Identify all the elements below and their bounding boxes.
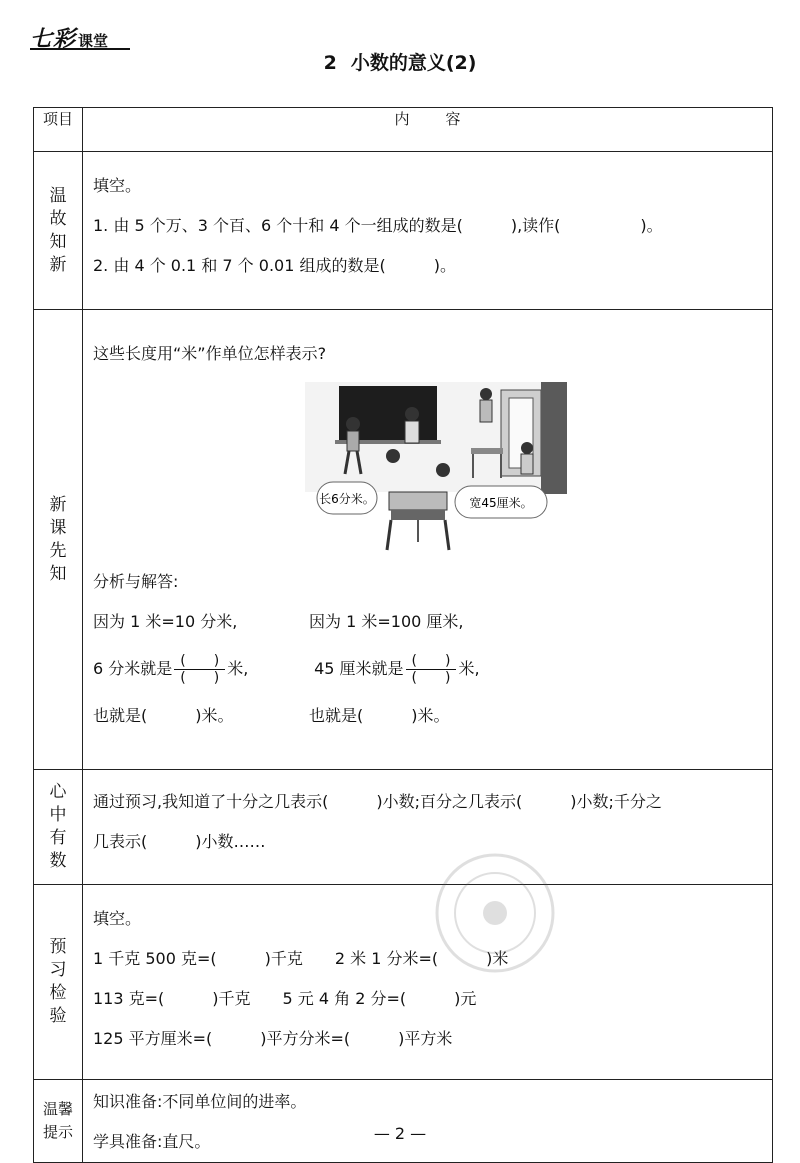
page-number: — 2 — xyxy=(373,1124,427,1143)
summary-line-1: 通过预习,我知道了十分之几表示( )小数;百分之几表示( )小数;千分之 xyxy=(93,792,662,811)
section-review xyxy=(34,152,773,310)
section-label: 新课先知 xyxy=(49,494,67,584)
check-line-3: 125 平方厘米=( )平方分米=( )平方米 xyxy=(93,1029,453,1048)
section-preview-check xyxy=(34,885,773,1080)
section-label: 温馨提示 xyxy=(42,1100,73,1141)
because-centimeter: 因为 1 米=100 厘米, xyxy=(309,612,464,631)
frac-left-suffix: 米, xyxy=(227,659,249,678)
page-title xyxy=(0,48,800,75)
classroom-illustration xyxy=(305,382,567,552)
brand-logo-text: 七彩 xyxy=(30,26,77,52)
section-label: 心中有数 xyxy=(49,782,67,871)
lesson-number: 2 xyxy=(323,52,337,74)
worksheet-table xyxy=(33,107,773,1163)
frac-right-prefix: 45 厘米就是 xyxy=(314,659,404,678)
watermark-seal xyxy=(430,848,560,978)
fraction-blank-left: $\frac{( )}{( )}$ xyxy=(174,653,225,686)
brand-logo-sub: 课堂 xyxy=(78,32,109,50)
also-right: 也就是( )米。 xyxy=(309,706,450,725)
new-lesson-question: 这些长度用“米”作单位怎样表示? xyxy=(93,344,327,363)
summary-line-2: 几表示( )小数…… xyxy=(93,832,266,851)
lesson-title: 小数的意义(2) xyxy=(350,52,477,74)
table-header-row xyxy=(34,108,773,152)
analysis-title: 分析与解答: xyxy=(93,572,179,591)
section-summary xyxy=(34,770,773,885)
tip-line-2: 学具准备:直尺。 xyxy=(93,1132,211,1151)
header-item: 项目 xyxy=(34,108,83,152)
bubble-width: 宽45厘米。 xyxy=(469,496,533,510)
check-instruction: 填空。 xyxy=(93,909,142,928)
section-new-lesson xyxy=(34,310,773,770)
fraction-blank-right: $\frac{( )}{( )}$ xyxy=(406,653,457,686)
check-line-1: 1 千克 500 克=( )千克 2 米 1 分米=( )米 xyxy=(93,949,509,968)
section-label: 温故知新 xyxy=(49,185,67,275)
review-instruction: 填空。 xyxy=(93,176,142,195)
section-tips xyxy=(34,1080,773,1163)
section-label: 预习检验 xyxy=(49,937,67,1026)
frac-right-suffix: 米, xyxy=(458,659,480,678)
frac-left-prefix: 6 分米就是 xyxy=(93,659,173,678)
tip-line-1: 知识准备:不同单位间的进率。 xyxy=(93,1092,307,1111)
header-content: 内容 xyxy=(83,108,773,152)
review-question-1: 1. 由 5 个万、3 个百、6 个十和 4 个一组成的数是( ),读作( )。 xyxy=(93,216,663,235)
bubble-length: 长6分米。 xyxy=(319,492,375,506)
review-question-2: 2. 由 4 个 0.1 和 7 个 0.01 组成的数是( )。 xyxy=(93,256,456,275)
because-decimeter: 因为 1 米=10 分米, xyxy=(93,612,238,631)
also-left: 也就是( )米。 xyxy=(93,706,234,725)
check-line-2: 113 克=( )千克 5 元 4 角 2 分=( )元 xyxy=(93,989,477,1008)
